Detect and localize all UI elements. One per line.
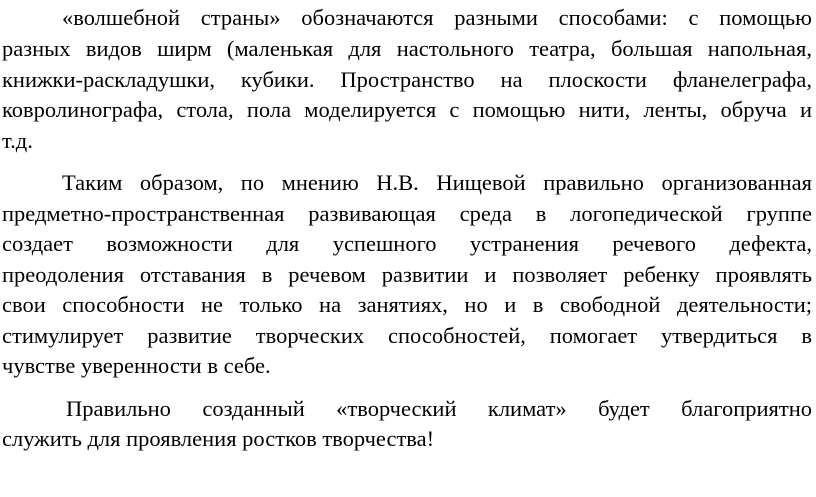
text-line: ковролинографа, стола, пола моделируется с помощью нити, ленты, обруча и (2, 97, 812, 122)
text-line: т.д. (2, 128, 33, 153)
text-line: свои способности не только на занятиях, но и в свободной деятельности; (2, 292, 812, 317)
text-line: «волшебной страны» обозначаются разными способами: с помощью (62, 5, 812, 30)
text-line: книжки-раскладушки, кубики. Пространство на плоскости фланелеграфа, (2, 67, 812, 92)
text-line: преодоления отставания в речевом развитии и позволяет ребенку проявлять (2, 262, 812, 287)
text-line: Правильно созданный «творческий климат» будет благоприятно (66, 396, 812, 421)
text-line: разных видов ширм (маленькая для настольного театра, большая напольная, (2, 36, 812, 61)
text-line: стимулирует развитие творческих способностей, помогает утвердиться в (2, 323, 812, 348)
text-line: предметно-пространственная развивающая среда в логопедической группе (2, 201, 812, 226)
text-line: создает возможности для успешного устранения речевого дефекта, (2, 231, 812, 256)
text-line: Таким образом, по мнению Н.В. Нищевой правильно организованная (62, 170, 812, 195)
text-line: служить для проявления ростков творчества! (2, 426, 435, 451)
text-line: чувстве уверенности в себе. (2, 353, 271, 378)
